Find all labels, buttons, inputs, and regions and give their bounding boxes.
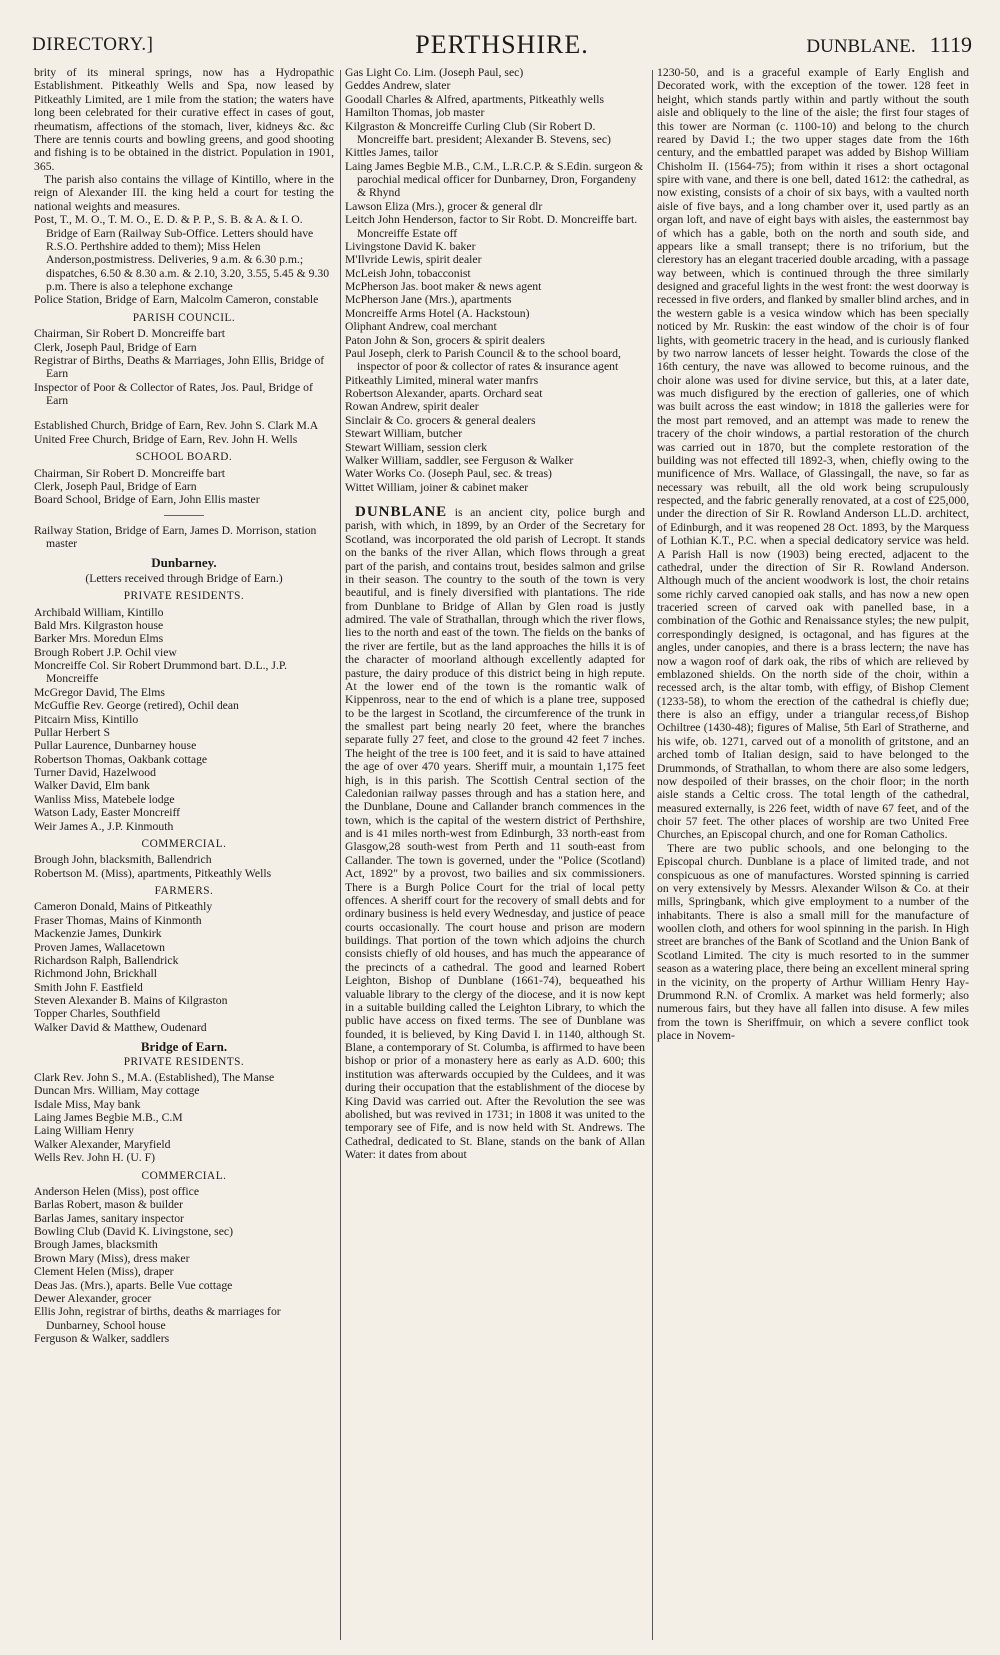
header-right xyxy=(806,32,972,58)
place-heading: Dunbarney. xyxy=(151,555,217,571)
list-item: Richmond John, Brickhall xyxy=(34,967,158,981)
intro-paragraph: brity of its mineral springs, now has a Hydropathic Establishment. Pitkeathly Wells and Spa, now leased by Pitkeathly Limited, are 1 mile from the station; the waters have long been celebrated for their curative effect in cases of gout, rheumatism, affections of the stomach, liver, kidneys &c. &c There are tennis courts and bowling greens, and good shooting and fishing is to be obtained in the district. Population in 1901, 365. xyxy=(34,66,334,173)
column-rule-2 xyxy=(652,70,653,1640)
list-item: Oliphant Andrew, coal merchant xyxy=(345,320,497,334)
list-item: Chairman, Sir Robert D. Moncreiffe bart xyxy=(34,327,225,341)
list-item: McPherson Jane (Mrs.), apartments xyxy=(345,293,512,307)
list-item: Hamilton Thomas, job master xyxy=(345,106,485,120)
list-item: Wanliss Miss, Matebele lodge xyxy=(34,792,175,806)
dunblane-description xyxy=(345,506,645,1161)
list-item: Archibald William, Kintillo xyxy=(34,605,164,619)
list-item: United Free Church, Bridge of Earn, Rev. John H. Wells xyxy=(34,432,298,446)
list-item: Ellis John, registrar of births, deaths & marriages for Dunbarney, School house xyxy=(34,1305,281,1332)
list-item: Mackenzie James, Dunkirk xyxy=(34,927,162,941)
list-item: Board School, Bridge of Earn, John Ellis master xyxy=(34,493,260,507)
list-item: Railway Station, Bridge of Earn, James D. Morrison, station master xyxy=(34,523,317,550)
list-item: Gas Light Co. Lim. (Joseph Paul, sec) xyxy=(345,66,524,79)
list-item: Rowan Andrew, spirit dealer xyxy=(345,400,479,414)
list-item: Walker William, saddler, see Ferguson & Walker xyxy=(345,453,574,467)
list-item: Laing William Henry xyxy=(34,1124,134,1138)
section-heading: COMMERCIAL. xyxy=(141,1169,227,1182)
list-item: Moncreiffe Col. Sir Robert Drummond bart. D.L., J.P. Moncreiffe xyxy=(34,659,287,686)
town-paragraph: There are two public schools, and one belonging to the Episcopal church. Dunblane is a place of limited trade, and not conspicuous as one of manufactures. Worsted spinning is carried on very extensively by Messrs. Alexander Wilson & Co. at their mills, Springbank, which give employment to a number of the inhabitants. There is also a small mill for the manufacture of woollen cloth, and others for wool spinning in the parish. In High street are branches of the Bank of Scotland and the Union Bank of Scotland Limited. The city is much resorted to in the summer season as a watering place, there being an excellent mineral spring in the vicinity, on the property of Arthur William Henry Hay-Drummond R.N. of Cromlix. A market was held formerly; also numerous fairs, but they have all fallen into disuse. A few miles from the town is Sheriffmuir, on which a severe conflict took place in Novem- xyxy=(657,841,969,1042)
section-heading: PRIVATE RESIDENTS. xyxy=(123,1055,245,1068)
header-left: DIRECTORY.] xyxy=(32,34,154,55)
list-item: Inspector of Poor & Collector of Rates, Jos. Paul, Bridge of Earn xyxy=(34,380,313,407)
list-item: Fraser Thomas, Mains of Kinmonth xyxy=(34,913,202,927)
column-rule-1 xyxy=(340,70,341,1640)
list-item: Moncreiffe Arms Hotel (A. Hackstoun) xyxy=(345,306,530,320)
list-item: Barlas Robert, mason & builder xyxy=(34,1198,183,1212)
section-heading: COMMERCIAL. xyxy=(141,837,227,850)
list-item: Kilgraston & Moncreiffe Curling Club (Sir Robert D. Moncreiffe bart. president; Alexander B. Stevens, sec) xyxy=(345,119,611,146)
list-item: Watson Lady, Easter Moncreiff xyxy=(34,806,181,820)
list-item: Anderson Helen (Miss), post office xyxy=(34,1184,200,1198)
page-header xyxy=(32,26,972,60)
list-item: Livingstone David K. baker xyxy=(345,239,476,253)
column-1 xyxy=(34,66,334,1646)
list-item: Stewart William, session clerk xyxy=(345,440,488,454)
list-item: Walker David & Matthew, Oudenard xyxy=(34,1020,207,1034)
place-note: (Letters received through Bridge of Earn.) xyxy=(85,571,283,585)
list-item: Clerk, Joseph Paul, Bridge of Earn xyxy=(34,479,197,493)
list-item: Laing James Begbie M.B., C.M., L.R.C.P. & S.Edin. surgeon & parochial medical officer for Dunbarney, Dron, Forgandeny & Rhynd xyxy=(345,159,644,200)
police-entry: Police Station, Bridge of Earn, Malcolm Cameron, constable xyxy=(34,293,319,307)
list-item: Richardson Ralph, Ballendrick xyxy=(34,953,179,967)
list-item: Stewart William, butcher xyxy=(345,427,463,441)
list-item: Registrar of Births, Deaths & Marriages, John Ellis, Bridge of Earn xyxy=(34,353,325,381)
list-item: Pullar Laurence, Dunbarney house xyxy=(34,739,197,753)
section-heading: PARISH COUNCIL. xyxy=(132,311,236,324)
list-item: McGregor David, The Elms xyxy=(34,685,165,699)
list-item: Sinclair & Co. grocers & general dealers xyxy=(345,413,536,427)
list-item: McLeish John, tobacconist xyxy=(345,266,471,280)
list-item: Smith John F. Eastfield xyxy=(34,980,143,994)
list-item: Dewer Alexander, grocer xyxy=(34,1291,152,1305)
list-item: Barker Mrs. Moredun Elms xyxy=(34,632,164,646)
list-item: Brown Mary (Miss), dress maker xyxy=(34,1251,190,1265)
list-item: Clerk, Joseph Paul, Bridge of Earn xyxy=(34,340,197,354)
list-item: Walker Alexander, Maryfield xyxy=(34,1137,171,1151)
dunblane-text: is an ancient city, police burgh and parish, with which, in 1899, by an Order of the Secretary for Scotland, was incorporated the old parish of Lecropt. It stands on the banks of the river Allan, which flows through a great part of the parish, and contains trout, besides salmon and grilse in their season. The country to the south of the town is very beautiful, and is finely diversified with plantations. The ride from Dunblane to Bridge of Allan by Glen road is justly admired. The vale of Strathallan, through which the river flows, lies to the north and east of the town. The fields on the banks of the river are fertile, but as the land approaches the hills it is of the character of moorland although excellently adapted for pasture, the dairy produce of this district being in high repute. At the lower end of the town is the romantic walk of Kippenross, near to the end of which is a plane tree, supposed to be the largest in Scotland, the circumference of the trunk in the smallest part being nearly 20 feet, where the branches separate fully 27 feet, and close to the ground 42 feet 7 inches. The height of the tree is 100 feet, and it is said to have attained the age of over 470 years. Sheriff muir, a mountain 1,175 feet high, is in this parish. The Scottish Central section of the Caledonian railway passes through and has a station here, and the Dunblane, Doune and Callander branch commences in the town, which is the capital of the western district of Perthshire, and is 41 miles north-west from Edinburgh, 33 north-east from Glasgow,28 south-west from Perth and 11 south-east from Callander. The town is governed, under the "Police (Scotland) Act, 1892" by a provost, two bailies and six commissioners. There is a Burgh Police Court for the trial of local petty offences. A sheriff court for the recovery of small debts and for ordinary business is held every Wednesday, and justice of peace courts occasionally. The court house and prison are modern buildings. That portion of the town which adjoins the church consists chiefly of old houses, and has much the appearance of the precincts of a cathedral. The good and learned Robert Leighton, Bishop of Dunblane (1661-74), bequeathed his valuable library to the clergy of the diocese, and it is now kept in a suitable building called the Leighton Library, to which the public have access on fixed terms. The see of Dunblane was founded, it is believed, by King David I. in 1140, although St. Blane, a contemporary of St. Columba, is affirmed to have been bishop or prior of a monastery here as early as A.D. 600; this institution was afterwards occupied by the Culdees, and it was during their occupation that the establishment of the diocese by King David was carried out. After the Revolution the see was abolished, but was revived in 1731; in 1808 it was united to the temporary see of Fife, and is now held with St. Andrews. The Cathedral, dedicated to St. Blane, stands on the bank of Allan Water: it dates from about xyxy=(345,506,645,1161)
divider xyxy=(164,515,204,516)
list-item: Walker David, Elm bank xyxy=(34,779,150,793)
list-item: McGuffie Rev. George (retired), Ochil dean xyxy=(34,699,239,713)
list-item: Clark Rev. John S., M.A. (Established), The Manse xyxy=(34,1070,275,1084)
list-item: Ferguson & Walker, saddlers xyxy=(34,1332,170,1345)
list-item: Goodall Charles & Alfred, apartments, Pitkeathly wells xyxy=(345,92,605,106)
header-title: PERTHSHIRE. xyxy=(415,30,589,59)
page-number: 1119 xyxy=(929,32,972,57)
list-item: Duncan Mrs. William, May cottage xyxy=(34,1084,200,1098)
list-item: Wittet William, joiner & cabinet maker xyxy=(345,480,529,494)
list-item: Barlas James, sanitary inspector xyxy=(34,1211,184,1225)
list-item: Chairman, Sir Robert D. Moncreiffe bart xyxy=(34,466,225,480)
column-2 xyxy=(345,66,645,1646)
post-office-entry: Post, T., M. O., T. M. O., E. D. & P. P., S. B. & A. & I. O. Bridge of Earn (Railway Sub-Office. Letters should have R.S.O. Perthshire added to them); Miss Helen Anderson,postmistress. Deliveries, 9 a.m. & 6.30 p.m.; dispatches, 6.50 & 8.30 a.m. & 2.10, 3.20, 3.55, 5.45 & 9.30 p.m. There is also a telephone exchange xyxy=(34,213,330,293)
list-item: Robertson M. (Miss), apartments, Pitkeathly Wells xyxy=(34,866,272,880)
list-item: Geddes Andrew, slater xyxy=(345,79,451,93)
list-item: Pitkeathly Limited, mineral water manfrs xyxy=(345,373,539,387)
cathedral-paragraph: 1230-50, and is a graceful example of Early English and Decorated work, with the exception of the tower. 128 feet in height, which stands partly within and partly without the south aisle and obliquely to the line of the aisle; the first four stages of this tower are Norman (c. 1100-10) and belong to the church reared by David I.; the two upper stages date from the 16th century, and the embattled parapet was added by Bishop William Chisholm II. (1564-75); from within it rises a short octagonal spire with vane, and there is one bell, dated 1612: the cathedral, as now existing, consists of a choir of six bays, with a vaulted north aisle of five bays, and a long chamber over it, used partly as an organ loft, and nave of eight bays with aisles, the easternmost bay of which has a gable, both on the north and south side, and appears like a small transept; there is no triforium, but the clerestory has an elegant traceried double arcading, with a passage way between, which is continued through the three similarly designed and graceful lights in the west front: the west doorway is recessed in five orders, and flanked by smaller blind arches, and in the western gable is a vesica window which has been specially noticed by Mr. Ruskin: the east window of the choir is of four lights, with geometric tracery in the head, and is curiously flanked by two narrow lancets of lesser height. Towards the close of the 16th century, the nave was allowed to become ruinous, and the choir alone was used for divine service, but this, at a later date, was much disfigured by the erection of galleries, one of which was built across the east window; in 1818 the galleries were for the most part removed, and an attempt was made to renew the tracery of the choir windows, a partial restoration of the church was carried out in 1870, but the complete restoration of the building was not effected till 1892-3, when, chiefly owing to the munificence of Mrs. Wallace, of Glassingall, the nave, so far as necessary was rebuilt, all the old work being scrupulously respected, and the fabric generally renovated, at a cost of £25,000, under the direction of Sir R. Rowland Anderson LL.D. architect, of Edinburgh, and it was reopened 28 Oct. 1893, by the Marquess of Lothian K.T., P.C. when a special dedicatory service was held. A Parish Hall is now (1903) being erected, adjacent to the cathedral, under the direction of Sir R. Rowland Anderson. Although much of the ancient woodwork is lost, the choir retains some richly carved canopied oak stalls, and has now a new open traceried screen of carved oak with panelled base, in a combination of the Gothic and Renaissance styles; the new pulpit, correspondingly designed, is octagonal, and has figures at the angles, under canopies, and there is a brass lectern; the nave has now a wagon roof of dark oak, the ribs of which are relieved by emblazoned shields. On the north side of the choir, within a recessed arch, is the altar tomb, with effigy, of Bishop Clement (1233-58), to whom the erection of the cathedral is chiefly due; there is also an effigy, under a triangular recess,of Bishop Ochiltree (1430-48); figures of Malise, 5th Earl of Stratherne, and his wife, ob. 1271, carved out of a monolith of gritstone, and an arched tomb of Italian design, said to have belonged to the Drummonds, of Strathallan, to whom there are also some ledgers, now despoiled of their brasses, on the choir floor; in the north aisle stands a Celtic cross. The total length of the cathedral, measured externally, is 226 feet, width of nave 67 feet, and of the choir 57 feet. The other places of worship are two United Free Churches, an Episcopal church, and one for Roman Catholics. xyxy=(657,66,969,842)
list-item: Clement Helen (Miss), draper xyxy=(34,1265,174,1279)
section-heading: FARMERS. xyxy=(154,885,214,897)
list-item: Brough John, blacksmith, Ballendrich xyxy=(34,853,212,867)
list-item: Paul Joseph, clerk to Parish Council & to the school board, inspector of poor & collector of rates & insurance agent xyxy=(345,346,621,374)
list-item: Brough Robert J.P. Ochil view xyxy=(34,645,177,659)
list-item: Pitcairn Miss, Kintillo xyxy=(34,712,139,726)
list-item: Brough James, blacksmith xyxy=(34,1238,158,1252)
list-item: Deas Jas. (Mrs.), aparts. Belle Vue cottage xyxy=(34,1278,233,1292)
list-item: Leitch John Henderson, factor to Sir Robt. D. Moncreiffe bart. Moncreiffe Estate off xyxy=(345,213,638,240)
header-section: DUNBLANE. xyxy=(806,36,916,57)
list-item: Cameron Donald, Mains of Pitkeathly xyxy=(34,900,213,914)
column-3 xyxy=(657,66,969,1646)
list-item: Weir James A., J.P. Kinmouth xyxy=(34,819,174,833)
list-item: Paton John & Son, grocers & spirit dealers xyxy=(345,333,545,347)
list-item: Pullar Herbert S xyxy=(34,725,110,739)
list-item: Laing James Begbie M.B., C.M xyxy=(34,1111,183,1124)
list-item: Bald Mrs. Kilgraston house xyxy=(34,618,164,632)
list-item: Isdale Miss, May bank xyxy=(34,1097,141,1111)
section-heading: SCHOOL BOARD. xyxy=(135,451,233,464)
list-item: M'Ilvride Lewis, spirit dealer xyxy=(345,253,482,267)
dunblane-heading: DUNBLANE xyxy=(355,504,448,520)
list-item: Bowling Club (David K. Livingstone, sec) xyxy=(34,1225,233,1238)
list-item: Proven James, Wallacetown xyxy=(34,940,165,954)
list-item: Wells Rev. John H. (U. F) xyxy=(34,1151,156,1165)
list-item: Robertson Thomas, Oakbank cottage xyxy=(34,752,208,766)
list-item: Robertson Alexander, aparts. Orchard seat xyxy=(345,387,543,400)
list-item: Topper Charles, Southfield xyxy=(34,1007,161,1021)
list-item: Kittles James, tailor xyxy=(345,146,439,160)
section-heading: PRIVATE RESIDENTS. xyxy=(123,590,245,603)
list-item: Turner David, Hazelwood xyxy=(34,766,156,779)
list-item: Lawson Eliza (Mrs.), grocer & general dlr xyxy=(345,199,543,213)
list-item: Steven Alexander B. Mains of Kilgraston xyxy=(34,994,228,1007)
list-item: Established Church, Bridge of Earn, Rev. John S. Clark M.A xyxy=(34,419,319,433)
intro-paragraph: The parish also contains the village of Kintillo, where in the reign of Alexander III. the king held a court for testing the national weights and measures. xyxy=(34,173,334,213)
place-heading: Bridge of Earn. xyxy=(140,1039,228,1055)
list-item: Water Works Co. (Joseph Paul, sec. & treas) xyxy=(345,467,552,481)
list-item: McPherson Jas. boot maker & news agent xyxy=(345,280,542,293)
